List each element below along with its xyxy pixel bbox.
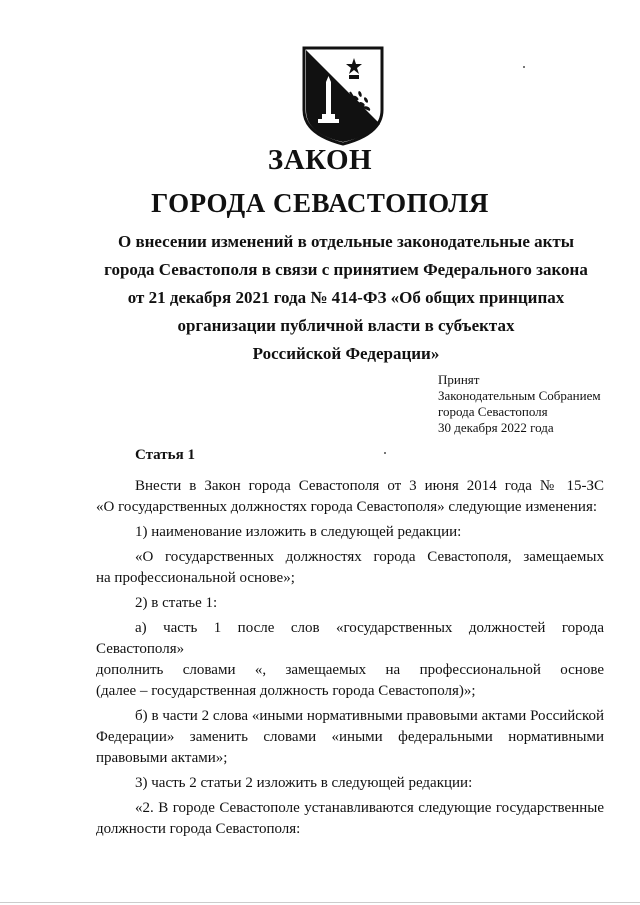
paragraph	[96, 522, 604, 543]
law-subject-line: Российской Федерации»	[252, 344, 440, 363]
adoption-line: города Севастополя	[438, 404, 548, 419]
law-subject-line: от 21 декабря 2021 года № 414-ФЗ «Об общих принципах	[127, 288, 565, 307]
adoption-line: Законодательным Собранием	[438, 388, 601, 403]
paragraph-line: Внести в Закон города Севастополя от 3 июня 2014 года № 15-ЗС	[135, 478, 604, 494]
paragraph-line: (далее – государственная должность города Севастополя)»;	[96, 683, 476, 699]
scan-speck	[523, 66, 525, 68]
law-subject-line: города Севастополя в связи с принятием Федерального закона	[104, 260, 588, 279]
document-title: ЗАКОН	[267, 144, 373, 176]
paragraph-line: 2) в статье 1:	[135, 595, 218, 611]
paragraph-line: 3) часть 2 статьи 2 изложить в следующей редакции:	[135, 775, 473, 791]
law-subject-line: организации публичной власти в субъектах	[177, 316, 515, 335]
article-body	[96, 476, 604, 844]
paragraph	[96, 706, 604, 769]
paragraph-line: «О государственных должностях города Севастополя, замещаемых	[135, 549, 604, 565]
adoption-date: 30 декабря 2022 года	[438, 420, 554, 435]
paragraph-line: правовыми актами»;	[96, 750, 228, 766]
paragraph-line: на профессиональной основе»;	[96, 570, 295, 586]
adoption-line: Принят	[438, 372, 480, 387]
scan-speck	[384, 452, 386, 454]
paragraph	[96, 547, 604, 589]
document-issuer: ГОРОДА СЕВАСТОПОЛЯ	[151, 188, 489, 218]
law-subject-line: О внесении изменений в отдельные законодательные акты	[117, 232, 575, 251]
article-heading: Статья 1	[135, 447, 195, 463]
paragraph-line: а) часть 1 после слов «государственных должностей города Севастополя»	[96, 620, 604, 657]
paragraph-line: дополнить словами «, замещаемых на профессиональной основе	[96, 662, 604, 678]
law-subject	[86, 228, 606, 368]
scan-edge	[0, 902, 640, 903]
paragraph-line: 1) наименование изложить в следующей редакции:	[135, 524, 462, 540]
paragraph-line: «2. В городе Севастополе устанавливаются следующие государственные	[135, 800, 604, 816]
paragraph-line: должности города Севастополя:	[96, 821, 301, 837]
paragraph	[96, 476, 604, 518]
paragraph	[96, 773, 604, 794]
paragraph	[96, 618, 604, 702]
paragraph	[96, 798, 604, 840]
paragraph-line: «О государственных должностях города Севастополя» следующие изменения:	[96, 499, 598, 515]
paragraph-line: б) в части 2 слова «иными нормативными правовыми актами Российской	[135, 708, 604, 724]
adoption-block	[438, 372, 601, 436]
coat-of-arms-icon	[300, 44, 386, 146]
paragraph	[96, 593, 604, 614]
paragraph-line: Федерации» заменить словами «иными федеральными нормативными	[96, 729, 604, 745]
